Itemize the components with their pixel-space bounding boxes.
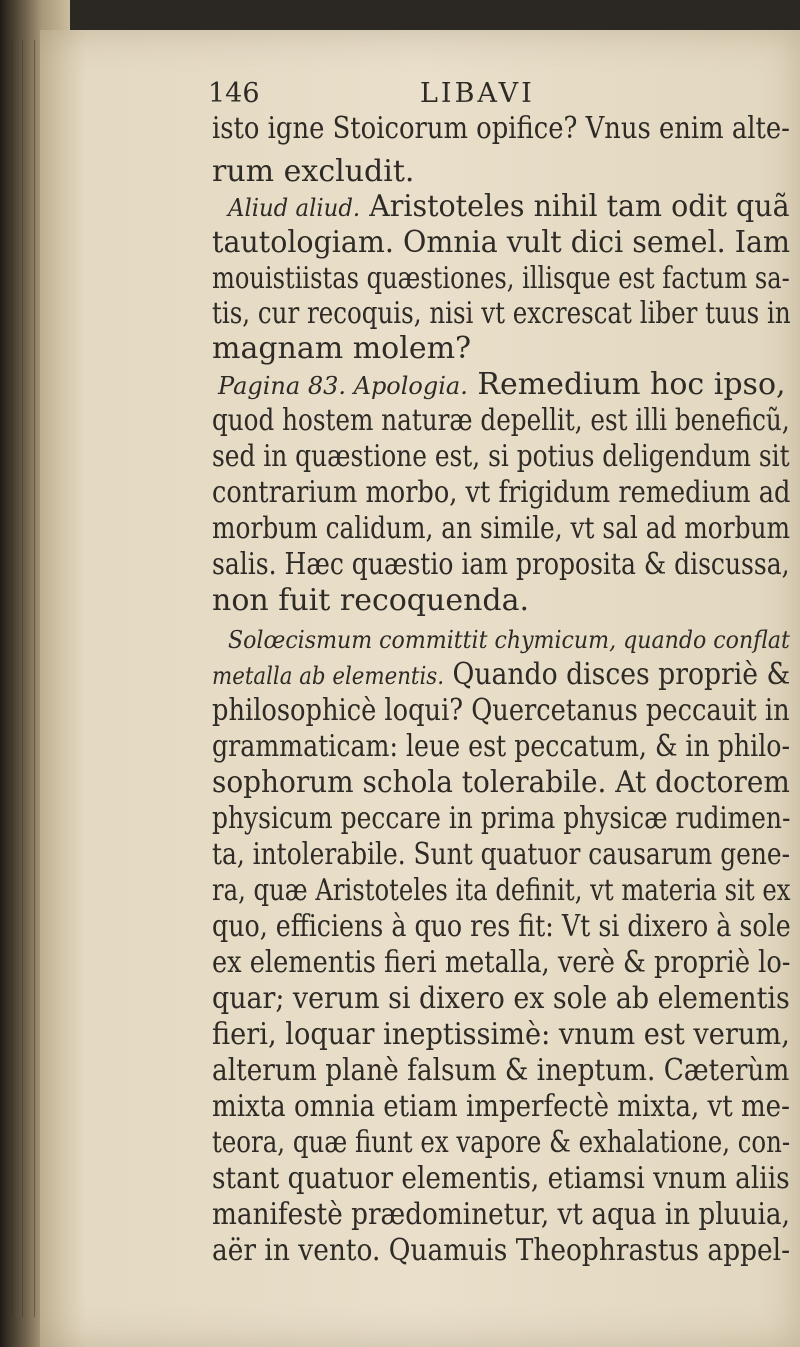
text-line: Solœcismum committit chymicum, quando conflat: [228, 626, 790, 654]
text-line: ex elementis fieri metalla, verè & propriè lo-: [212, 945, 791, 980]
text-line: metalla ab elementis. Quando disces propriè &: [212, 657, 791, 692]
text-line: morbum calidum, an simile, vt sal ad morbum: [212, 511, 790, 546]
text-line: rum excludit.: [212, 154, 415, 189]
text-line: Aliud aliud. Aristoteles nihil tam odit quã: [228, 189, 790, 224]
text-line: quod hostem naturæ depellit, est illi beneficũ,: [212, 403, 790, 438]
running-head: LIBAVI: [420, 78, 535, 109]
text-line: salis. Hæc quæstio iam proposita & discussa,: [212, 547, 790, 582]
text-line: isto igne Stoicorum opifice? Vnus enim alte-: [212, 111, 790, 146]
text-line: ra, quæ Aristoteles ita definit, vt materia sit ex: [212, 873, 791, 908]
text-line: quo, efficiens à quo res fit: Vt si dixero à sole: [212, 909, 791, 944]
text-line: teora, quæ fiunt ex vapore & exhalatione, con-: [212, 1125, 791, 1160]
text-line: quar; verum si dixero ex sole ab elementis: [212, 981, 790, 1016]
text-line: sed in quæstione est, si potius deligendum sit: [212, 439, 790, 474]
text-line: mixta omnia etiam imperfectè mixta, vt me-: [212, 1089, 790, 1124]
page-number: 146: [208, 78, 260, 109]
text-line: physicum peccare in prima physicæ rudimen-: [212, 801, 791, 836]
text-line: sophorum schola tolerabile. At doctorem: [212, 765, 790, 800]
text-line: contrarium morbo, vt frigidum remedium ad: [212, 475, 791, 510]
text-line: aër in vento. Quamuis Theophrastus appel-: [212, 1233, 791, 1268]
text-line: tautologiam. Omnia vult dici semel. Iam: [212, 225, 790, 260]
text-line: tis, cur recoquis, nisi vt excrescat liber tuus in: [212, 296, 791, 331]
text-line: manifestè prædominetur, vt aqua in pluuia,: [212, 1197, 790, 1232]
text-line: grammaticam: leue est peccatum, & in philo-: [212, 729, 791, 764]
text-line: philosophicè loqui? Quercetanus peccauit in: [212, 693, 790, 728]
text-line: fieri, loquar ineptissimè: vnum est verum,: [212, 1017, 790, 1052]
text-line: magnam molem?: [212, 331, 472, 366]
text-line: stant quatuor elementis, etiamsi vnum aliis: [212, 1161, 790, 1196]
text-line: Pagina 83. Apologia. Remedium hoc ipso,: [218, 367, 786, 402]
text-line: non fuit recoquenda.: [212, 583, 530, 618]
text-line: mouistiistas quæstiones, illisque est factum sa-: [212, 261, 790, 296]
text-line: alterum planè falsum & ineptum. Cæterùm: [212, 1053, 790, 1088]
text-line: ta, intolerabile. Sunt quatuor causarum gene-: [212, 837, 791, 872]
